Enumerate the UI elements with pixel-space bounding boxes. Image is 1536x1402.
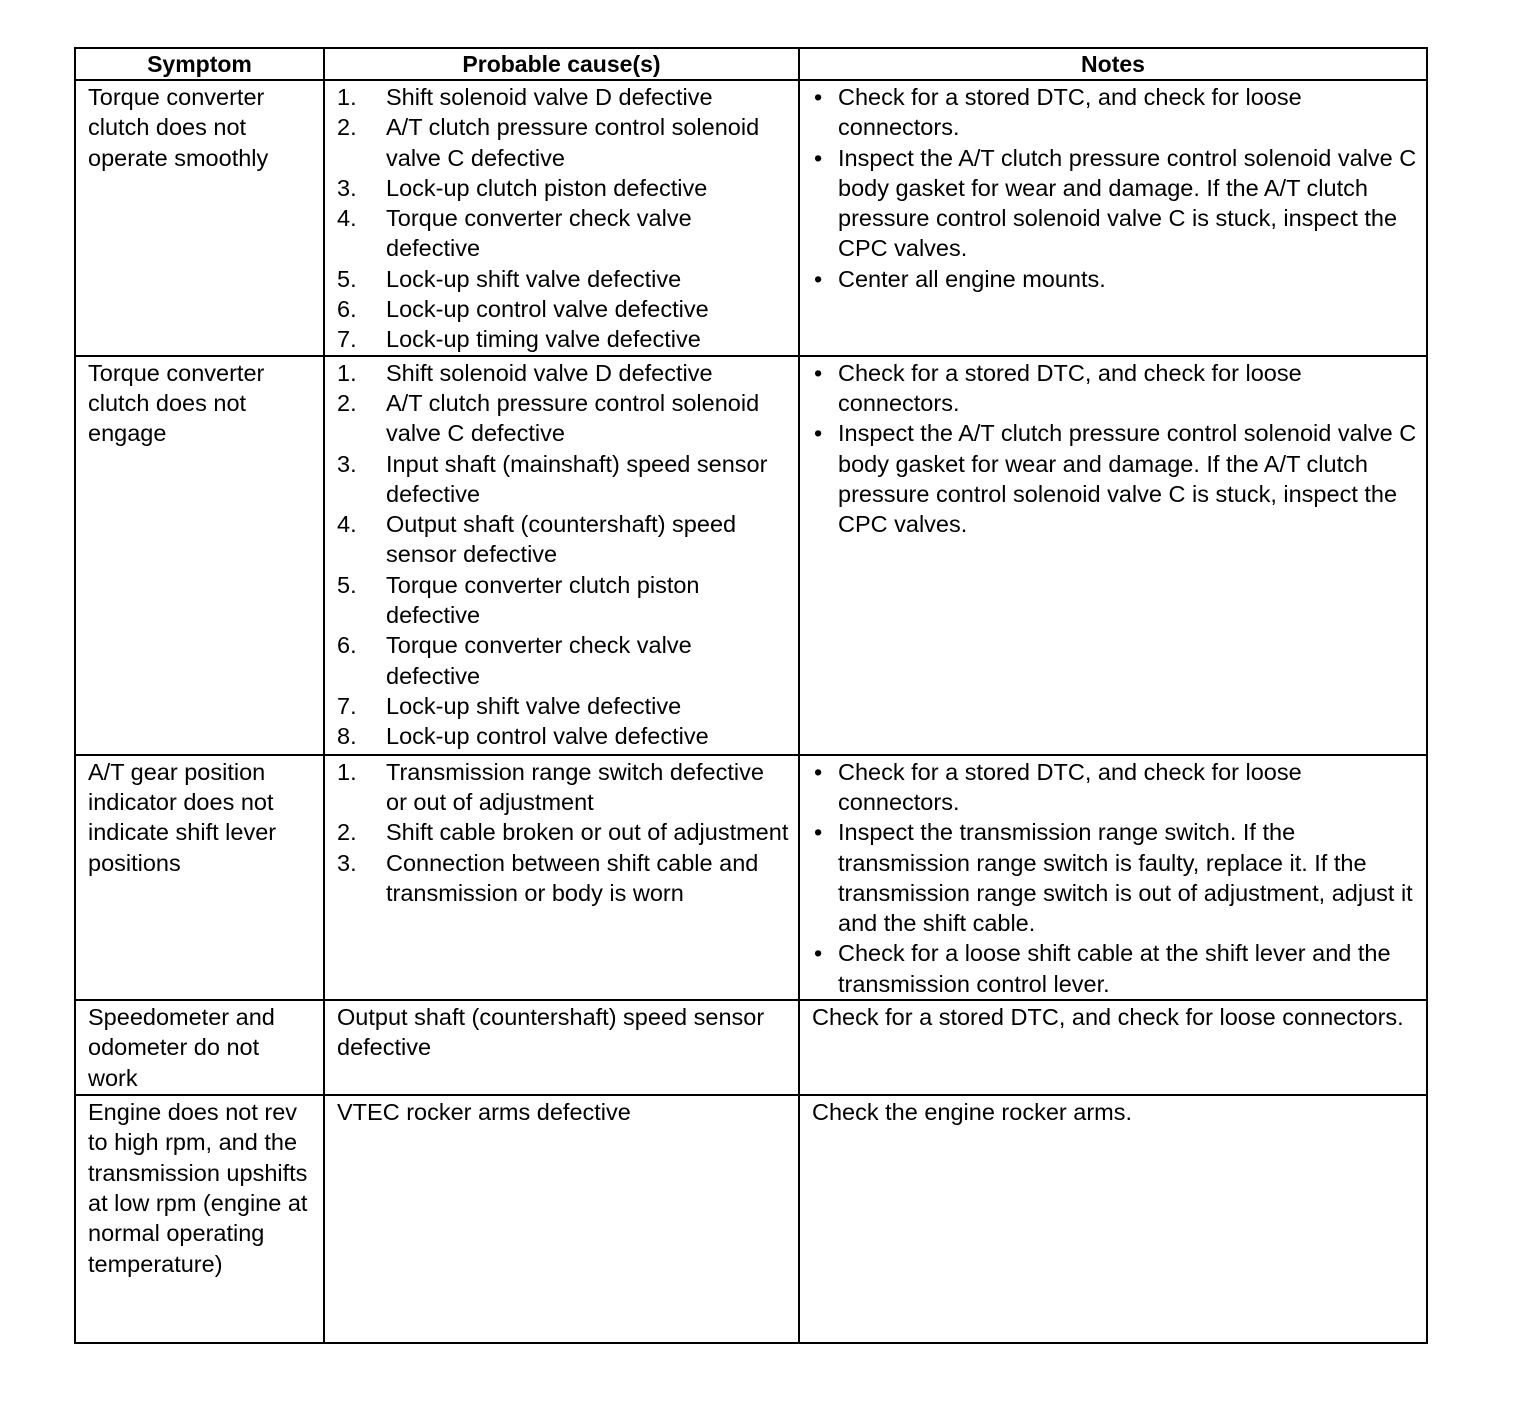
- cause-cell: Output shaft (countershaft) speed sensor defective: [324, 1000, 799, 1095]
- cause-item: 3. Input shaft (mainshaft) speed sensor defective: [337, 450, 768, 507]
- table-row: [75, 1000, 1427, 1095]
- header-row: [75, 48, 1427, 80]
- note-item: • Center all engine mounts.: [812, 264, 1418, 294]
- cause-item: 6. Lock-up control valve defective: [337, 296, 709, 323]
- header-probable-causes: Probable cause(s): [324, 48, 799, 80]
- notes-list: [812, 757, 1418, 999]
- cause-item: 7. Lock-up shift valve defective: [337, 692, 682, 719]
- cause-item: 2. Shift cable broken or out of adjustment: [337, 819, 789, 846]
- header-symptom: Symptom: [75, 48, 324, 80]
- cause-item: 5. Torque converter clutch piston defective: [337, 571, 700, 629]
- notes-cell: [799, 755, 1427, 1000]
- note-item: • Check for a loose shift cable at the shift lever and the transmission control lever.: [812, 938, 1418, 999]
- cause-item: 1. Shift solenoid valve D defective: [337, 359, 713, 386]
- bullet-icon: •: [814, 84, 823, 110]
- table-row: [75, 1095, 1427, 1343]
- note-item: • Check for a stored DTC, and check for loose connectors.: [812, 82, 1418, 143]
- cause-cell: [324, 80, 799, 356]
- symptom-cell: Speedometer and odometer do not work: [75, 1000, 324, 1095]
- cause-item: 4. Torque converter check valve defective: [337, 205, 692, 262]
- table-row: [75, 755, 1427, 1000]
- bullet-icon: •: [814, 144, 823, 171]
- symptom-cell: Torque converter clutch does not engage: [75, 356, 324, 755]
- cause-item: 6. Torque converter check valve defective: [337, 632, 692, 689]
- note-item: • Check for a stored DTC, and check for loose connectors.: [812, 757, 1418, 818]
- troubleshooting-table: [74, 47, 1428, 1344]
- note-item: • Inspect the A/T clutch pressure control solenoid valve C body gasket for wear and damage. If the A/T clutch pressure control solenoid valve C is stuck, inspect the CPC valves.: [812, 143, 1418, 264]
- bullet-icon: •: [814, 420, 823, 447]
- note-item: • Inspect the transmission range switch. If the transmission range switch is faulty, replace it. If the transmission range switch is out of adjustment, adjust it and the shift cable.: [812, 817, 1418, 938]
- cause-item: 1. Transmission range switch defective or out of adjustment: [337, 758, 764, 815]
- notes-list: [812, 358, 1418, 540]
- symptom-cell: Engine does not rev to high rpm, and the transmission upshifts at low rpm (engine at normal operating temperature): [75, 1095, 324, 1343]
- bullet-icon: •: [814, 758, 823, 785]
- cause-item: 7. Lock-up timing valve defective: [337, 326, 701, 353]
- cause-list: [337, 757, 790, 908]
- cause-item: 3. Lock-up clutch piston defective: [337, 174, 708, 201]
- cause-item: 8. Lock-up control valve defective: [337, 723, 709, 750]
- table-row: [75, 356, 1427, 755]
- bullet-icon: •: [814, 265, 823, 292]
- bullet-icon: •: [814, 940, 823, 967]
- cause-cell: [324, 755, 799, 1000]
- cause-item: 2. A/T clutch pressure control solenoid valve C defective: [337, 114, 760, 171]
- bullet-icon: •: [814, 359, 823, 386]
- bullet-icon: •: [814, 819, 823, 846]
- cause-cell: VTEC rocker arms defective: [324, 1095, 799, 1343]
- cause-list: [337, 358, 790, 752]
- symptom-cell: Torque converter clutch does not operate smoothly: [75, 80, 324, 356]
- note-item: • Inspect the A/T clutch pressure control solenoid valve C body gasket for wear and damage. If the A/T clutch pressure control solenoid valve C is stuck, inspect the CPC valves.: [812, 418, 1418, 539]
- notes-cell: [799, 356, 1427, 755]
- notes-cell: Check the engine rocker arms.: [799, 1095, 1427, 1343]
- cause-item: 3. Connection between shift cable and transmission or body is worn: [337, 849, 759, 906]
- note-item: • Check for a stored DTC, and check for loose connectors.: [812, 358, 1418, 419]
- cause-item: 1. Shift solenoid valve D defective: [337, 84, 713, 110]
- notes-cell: Check for a stored DTC, and check for loose connectors.: [799, 1000, 1427, 1095]
- notes-list: [812, 82, 1418, 294]
- cause-cell: [324, 356, 799, 755]
- table-row: [75, 80, 1427, 356]
- cause-item: 4. Output shaft (countershaft) speed sensor defective: [337, 511, 737, 568]
- cause-item: 2. A/T clutch pressure control solenoid valve C defective: [337, 389, 760, 447]
- header-notes: Notes: [799, 48, 1427, 80]
- notes-cell: [799, 80, 1427, 356]
- cause-item: 5. Lock-up shift valve defective: [337, 265, 682, 292]
- symptom-cell: A/T gear position indicator does not indicate shift lever positions: [75, 755, 324, 1000]
- cause-list: [337, 82, 790, 355]
